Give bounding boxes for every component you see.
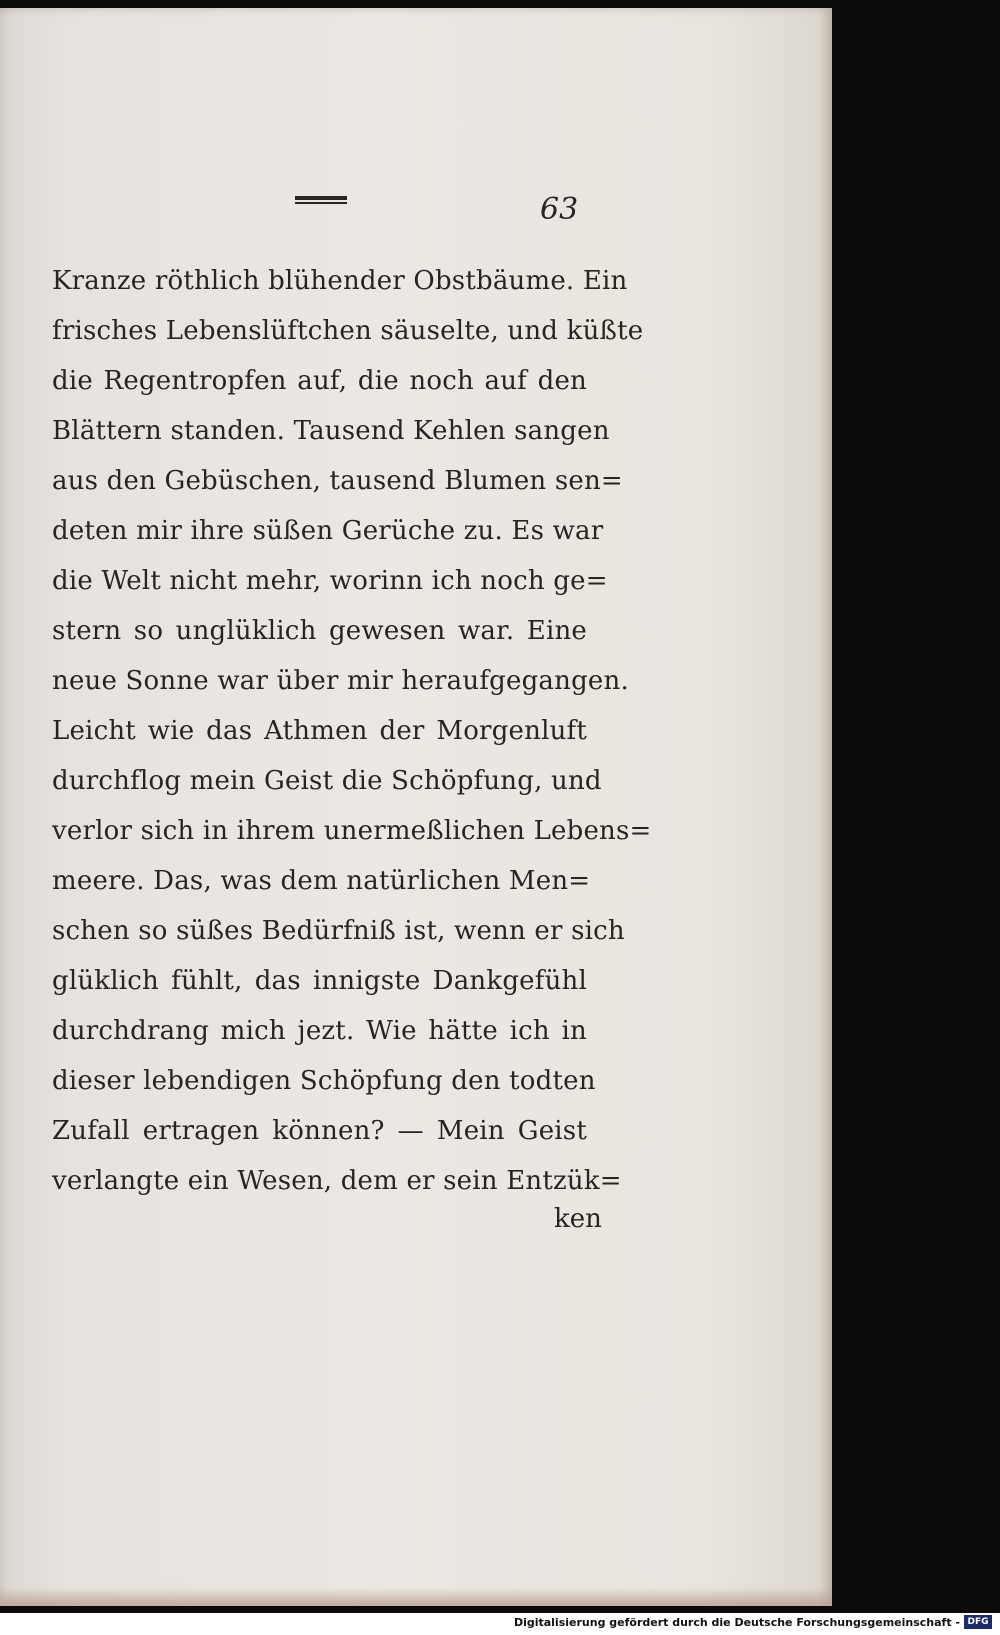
text-line: die Welt nicht mehr, worinn ich noch ge= xyxy=(52,566,608,596)
text-line: verlor sich in ihrem unermeßlichen Lebens= xyxy=(52,816,652,846)
header-rule xyxy=(295,196,347,204)
text-line: schen so süßes Bedürfniß ist, wenn er sich xyxy=(52,916,625,946)
body-text xyxy=(52,256,652,1206)
text-line: dieser lebendigen Schöpfung den todten xyxy=(52,1066,596,1096)
text-line: durchdrang mich jezt. Wie hätte ich in xyxy=(52,1016,587,1046)
dfg-logo: DFG xyxy=(964,1615,992,1629)
text-line: Kranze röthlich blühender Obstbäume. Ein xyxy=(52,266,628,296)
catchword: ken xyxy=(554,1204,602,1234)
text-line: verlangte ein Wesen, dem er sein Entzük= xyxy=(52,1166,622,1196)
digitization-credit: Digitalisierung gefördert durch die Deutsche Forschungsgemeinschaft - xyxy=(513,1616,960,1629)
text-line: aus den Gebüschen, tausend Blumen sen= xyxy=(52,466,623,496)
text-line: Blättern standen. Tausend Kehlen sangen xyxy=(52,416,610,446)
text-line: die Regentropfen auf, die noch auf den xyxy=(52,366,587,396)
text-line: meere. Das, was dem natürlichen Men= xyxy=(52,866,591,896)
text-line: frisches Lebenslüftchen säuselte, und küßte xyxy=(52,316,644,346)
page-number: 63 xyxy=(540,192,579,227)
text-line: deten mir ihre süßen Gerüche zu. Es war xyxy=(52,516,604,546)
text-line: Zufall ertragen können? — Mein Geist xyxy=(52,1116,587,1146)
text-line: neue Sonne war über mir heraufgegangen. xyxy=(52,666,629,696)
page-edge xyxy=(0,1588,832,1606)
text-line: stern so unglüklich gewesen war. Eine xyxy=(52,616,587,646)
text-line: Leicht wie das Athmen der Morgenluft xyxy=(52,716,587,746)
text-line: durchflog mein Geist die Schöpfung, und xyxy=(52,766,602,796)
text-line: glüklich fühlt, das innigste Dankgefühl xyxy=(52,966,587,996)
